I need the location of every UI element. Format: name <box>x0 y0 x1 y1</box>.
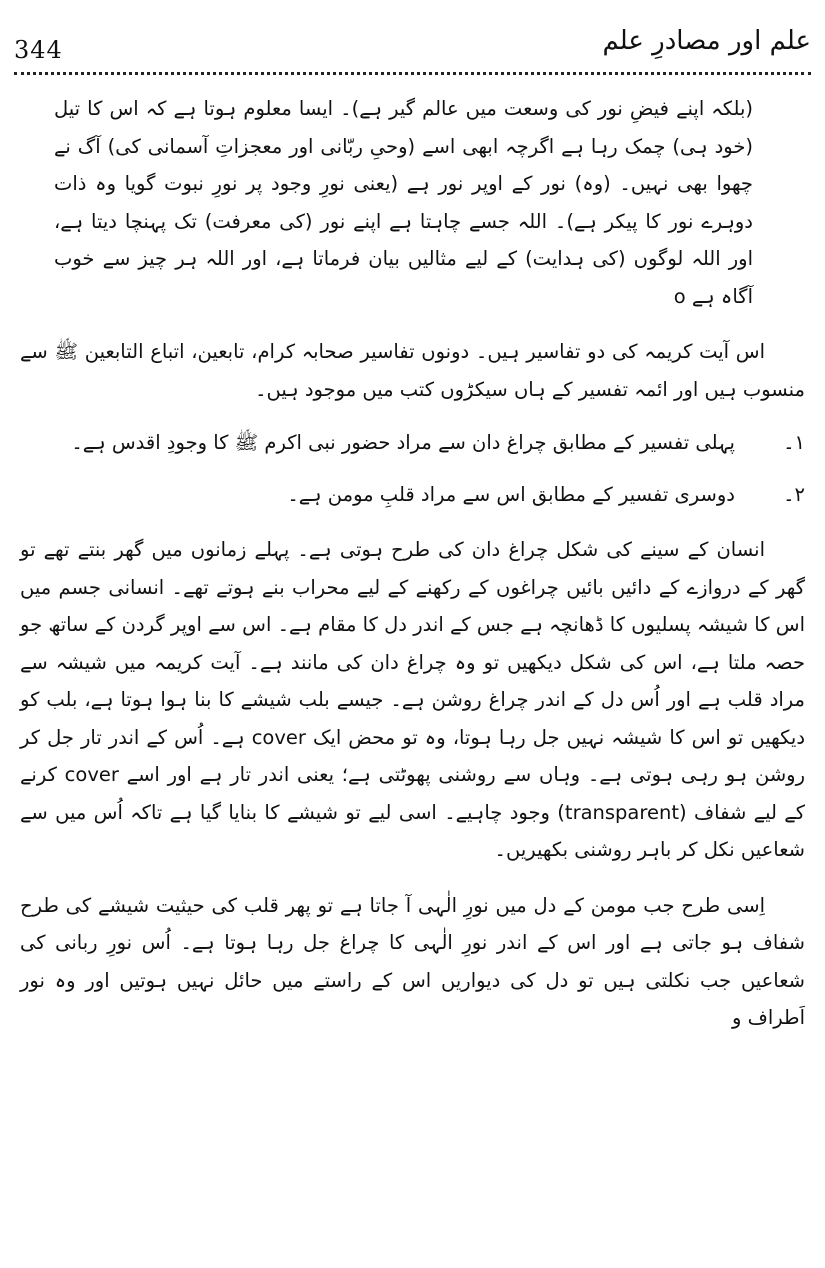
paragraph: اِسی طرح جب مومن کے دل میں نورِ الٰہی آ جاتا ہے تو پھر قلب کی حیثیت شیشے کی طرح شفاف ہو جاتی ہے اور اس کے اندر نورِ الٰہی کا چراغ جل رہا ہوتا ہے۔ اُس نورِ ربانی کی شعاعیں جب نکلتی ہیں تو دل کی دیواریں اس کے راستے میں حائل نہیں ہوتیں اور وہ نور اَطراف و <box>20 893 805 1029</box>
list-item-text: دوسری تفسیر کے مطابق اس سے مراد قلبِ مومن ہے۔ <box>287 482 735 506</box>
header-divider <box>14 72 811 75</box>
page-body <box>20 90 805 1037</box>
page-number: 344 <box>14 36 63 64</box>
list-item-text: پہلی تفسیر کے مطابق چراغ دان سے مراد حضور نبی اکرم ﷺ کا وجودِ اقدس ہے۔ <box>71 431 735 454</box>
paragraph: اس آیت کریمہ کی دو تفاسیر ہیں۔ دونوں تفاسیر صحابہ کرام، تابعین، اتباع التابعین ﷺ سے منسوب ہیں اور ائمہ تفسیر کے ہاں سیکڑوں کتب میں موجود ہیں۔ <box>20 340 805 401</box>
list-item <box>20 424 805 462</box>
quoted-translation: (بلکہ اپنے فیضِ نور کی وسعت میں عالم گیر ہے)۔ ایسا معلوم ہوتا ہے کہ اس کا تیل (خود ہی) چمک رہا ہے اگرچہ ابھی اسے (وحیِ ربّانی اور معجزاتِ آسمانی کی) آگ نے چھوا بھی نہیں۔ (وہ) نور کے اوپر نور ہے (یعنی نورِ وجود پر نورِ نبوت گویا وہ ذات دوہرے نور کا پیکر ہے)۔ اللہ جسے چاہتا ہے اپنے نور (کی معرفت) تک پہنچا دیتا ہے، اور اللہ لوگوں (کی ہدایت) کے لیے مثالیں بیان فرماتا ہے، اور اللہ ہر چیز سے خوب آگاہ ہے o <box>54 97 753 308</box>
running-title: علم اور مصادرِ علم <box>602 26 811 56</box>
list-item-number: ۱۔ <box>783 431 805 454</box>
list-item-number: ۲۔ <box>783 482 805 506</box>
list-item <box>20 476 805 514</box>
numbered-list <box>20 424 805 513</box>
page-header <box>14 22 811 70</box>
paragraph: انسان کے سینے کی شکل چراغ دان کی طرح ہوتی ہے۔ پہلے زمانوں میں گھر بنتے تھے تو گھر کے دروازے کے دائیں بائیں چراغوں کے رکھنے کے لیے محراب بنے ہوتے تھے۔ انسانی جسم میں اس کا شیشہ پسلیوں کا ڈھانچہ ہے جس کے اندر دل کا مقام ہے۔ اس سے اوپر گردن کے ساتھ جو حصہ ملتا ہے، اس کی شکل دیکھیں تو وہ چراغ دان کی مانند ہے۔ آیت کریمہ میں شیشہ سے مراد قلب ہے اور اُس دل کے اندر چراغ روشن ہے۔ جیسے بلب شیشے کا بنا ہوا ہوتا ہے، بلب کو دیکھیں تو اس کا شیشہ نہیں جل رہا ہوتا، وہ تو محض ایک cover ہے۔ اُس کے اندر تار جل کر روشن ہو رہی ہوتی ہے۔ وہاں سے روشنی پھوٹتی ہے؛ یعنی اندر تار ہے اور اسے cover کرنے کے لیے شفاف (transparent) وجود چاہیے۔ اسی لیے تو شیشے کا بنایا گیا ہے تاکہ اُس میں سے شعاعیں نکل کر باہر روشنی بکھیریں۔ <box>20 538 805 861</box>
